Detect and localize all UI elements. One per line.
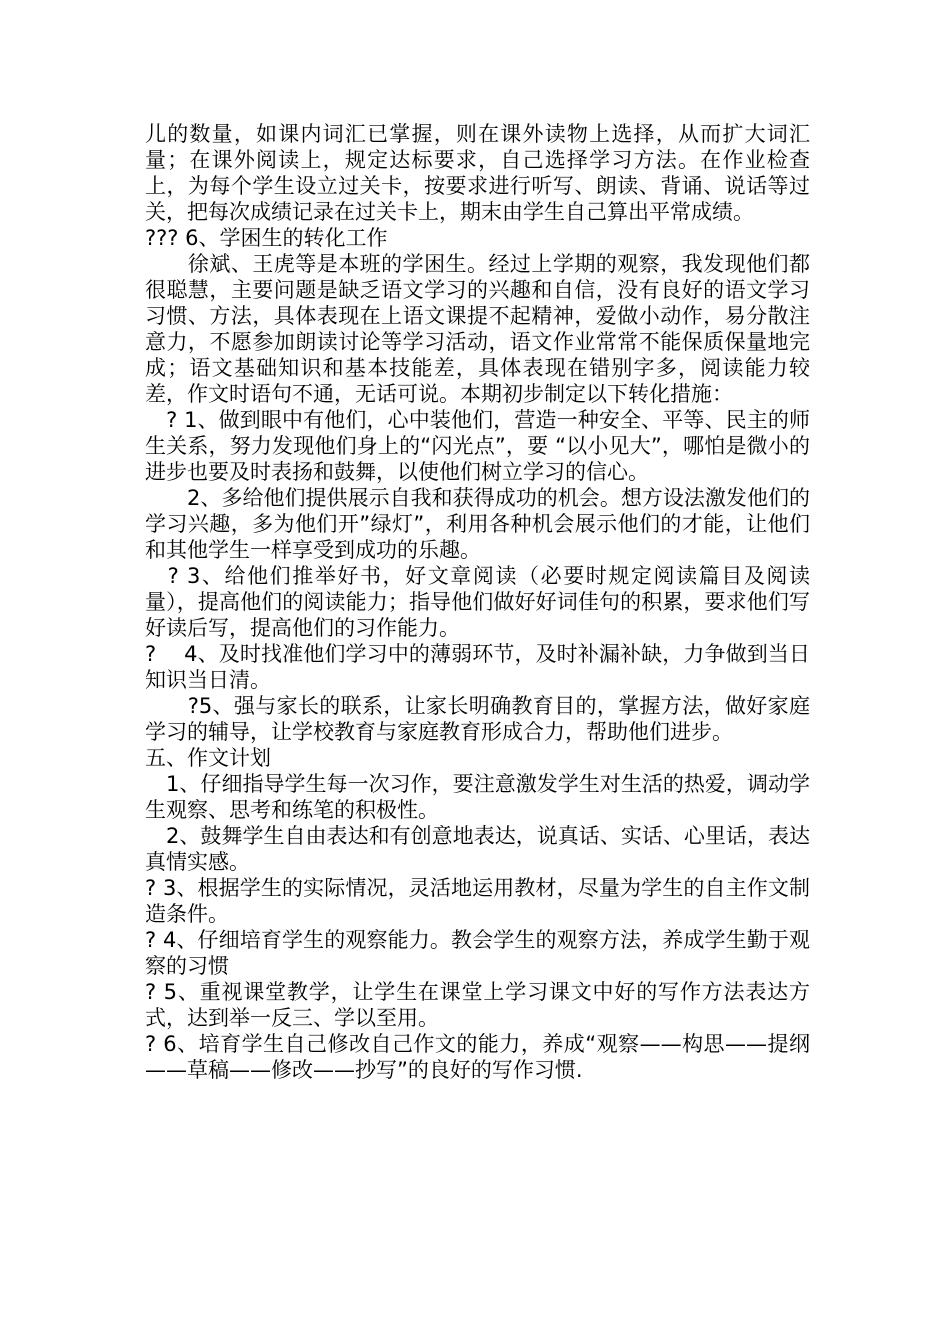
composition-item-4: ? 4、仔细培育学生的观察能力。教会学生的观察方法，养成学生勤于观察的习惯 xyxy=(145,928,810,978)
measure-item-5: ?5、强与家长的联系，让家长明确教育目的，掌握方法，做好家庭学习的辅导，让学校教育与家庭教育形成合力，帮助他们进步。 xyxy=(145,694,810,744)
measure-item-1: ? 1、做到眼中有他们，心中装他们，营造一种安全、平等、民主的师生关系，努力发现他们身上的“闪光点”，要 “以小见大”，哪怕是微小的进步也要及时表扬和鼓舞，以使他们树立学习的信心。 xyxy=(145,408,810,484)
composition-item-2: 2、鼓舞学生自由表达和有创意地表达，说真话、实话、心里话，表达真情实感。 xyxy=(145,824,810,874)
section-heading-composition-plan: 五、作文计划 xyxy=(145,746,271,770)
composition-item-1: 1、仔细指导学生每一次习作，要注意激发学生对生活的热爱，调动学生观察、思考和练笔的积极性。 xyxy=(145,772,810,822)
paragraph-struggling-students-intro: 徐斌、王虎等是本班的学困生。经过上学期的观察，我发现他们都很聪慧，主要问题是缺乏语文学习的兴趣和自信，没有良好的语文学习习惯、方法，具体表现在上语文课提不起精神，爱做小动作，易分散注意力，不愿参加朗读讨论等学习活动，语文作业常常不能保质保量地完成；语文基础知识和基本技能差，具体表现在错别字多，阅读能力较差，作文时语句不通，无话可说。本期初步制定以下转化措施： xyxy=(145,252,810,406)
measure-item-4: ? 4、及时找准他们学习中的薄弱环节，及时补漏补缺，力争做到当日知识当日清。 xyxy=(145,642,810,692)
document-page xyxy=(145,121,810,1083)
measure-item-3: ? 3、给他们推举好书，好文章阅读（必要时规定阅读篇目及阅读量），提高他们的阅读能力；指导他们做好好词佳句的积累，要求他们写好读后写，提高他们的习作能力。 xyxy=(145,564,810,640)
composition-item-6: ? 6、培育学生自己修改自己作文的能力，养成“观察——构思——提纲——草稿——修改——抄写”的良好的写作习惯. xyxy=(145,1032,810,1082)
section-heading-struggling-students: ??? 6、学困生的转化工作 xyxy=(145,226,388,250)
composition-item-3: ? 3、根据学生的实际情况，灵活地运用教材，尽量为学生的自主作文制造条件。 xyxy=(145,876,810,926)
paragraph-continuation: 儿的数量，如课内词汇已掌握，则在课外读物上选择，从而扩大词汇量；在课外阅读上，规定达标要求，自己选择学习方法。在作业检查上，为每个学生设立过关卡，按要求进行听写、朗读、背诵、说话等过关，把每次成绩记录在过关卡上，期末由学生自己算出平常成绩。 xyxy=(145,122,810,224)
composition-item-5: ? 5、重视课堂教学，让学生在课堂上学习课文中好的写作方法表达方式，达到举一反三、学以至用。 xyxy=(145,980,810,1030)
measure-item-2: 2、多给他们提供展示自我和获得成功的机会。想方设法激发他们的学习兴趣，多为他们开”绿灯”，利用各种机会展示他们的才能，让他们和其他学生一样享受到成功的乐趣。 xyxy=(145,486,810,562)
